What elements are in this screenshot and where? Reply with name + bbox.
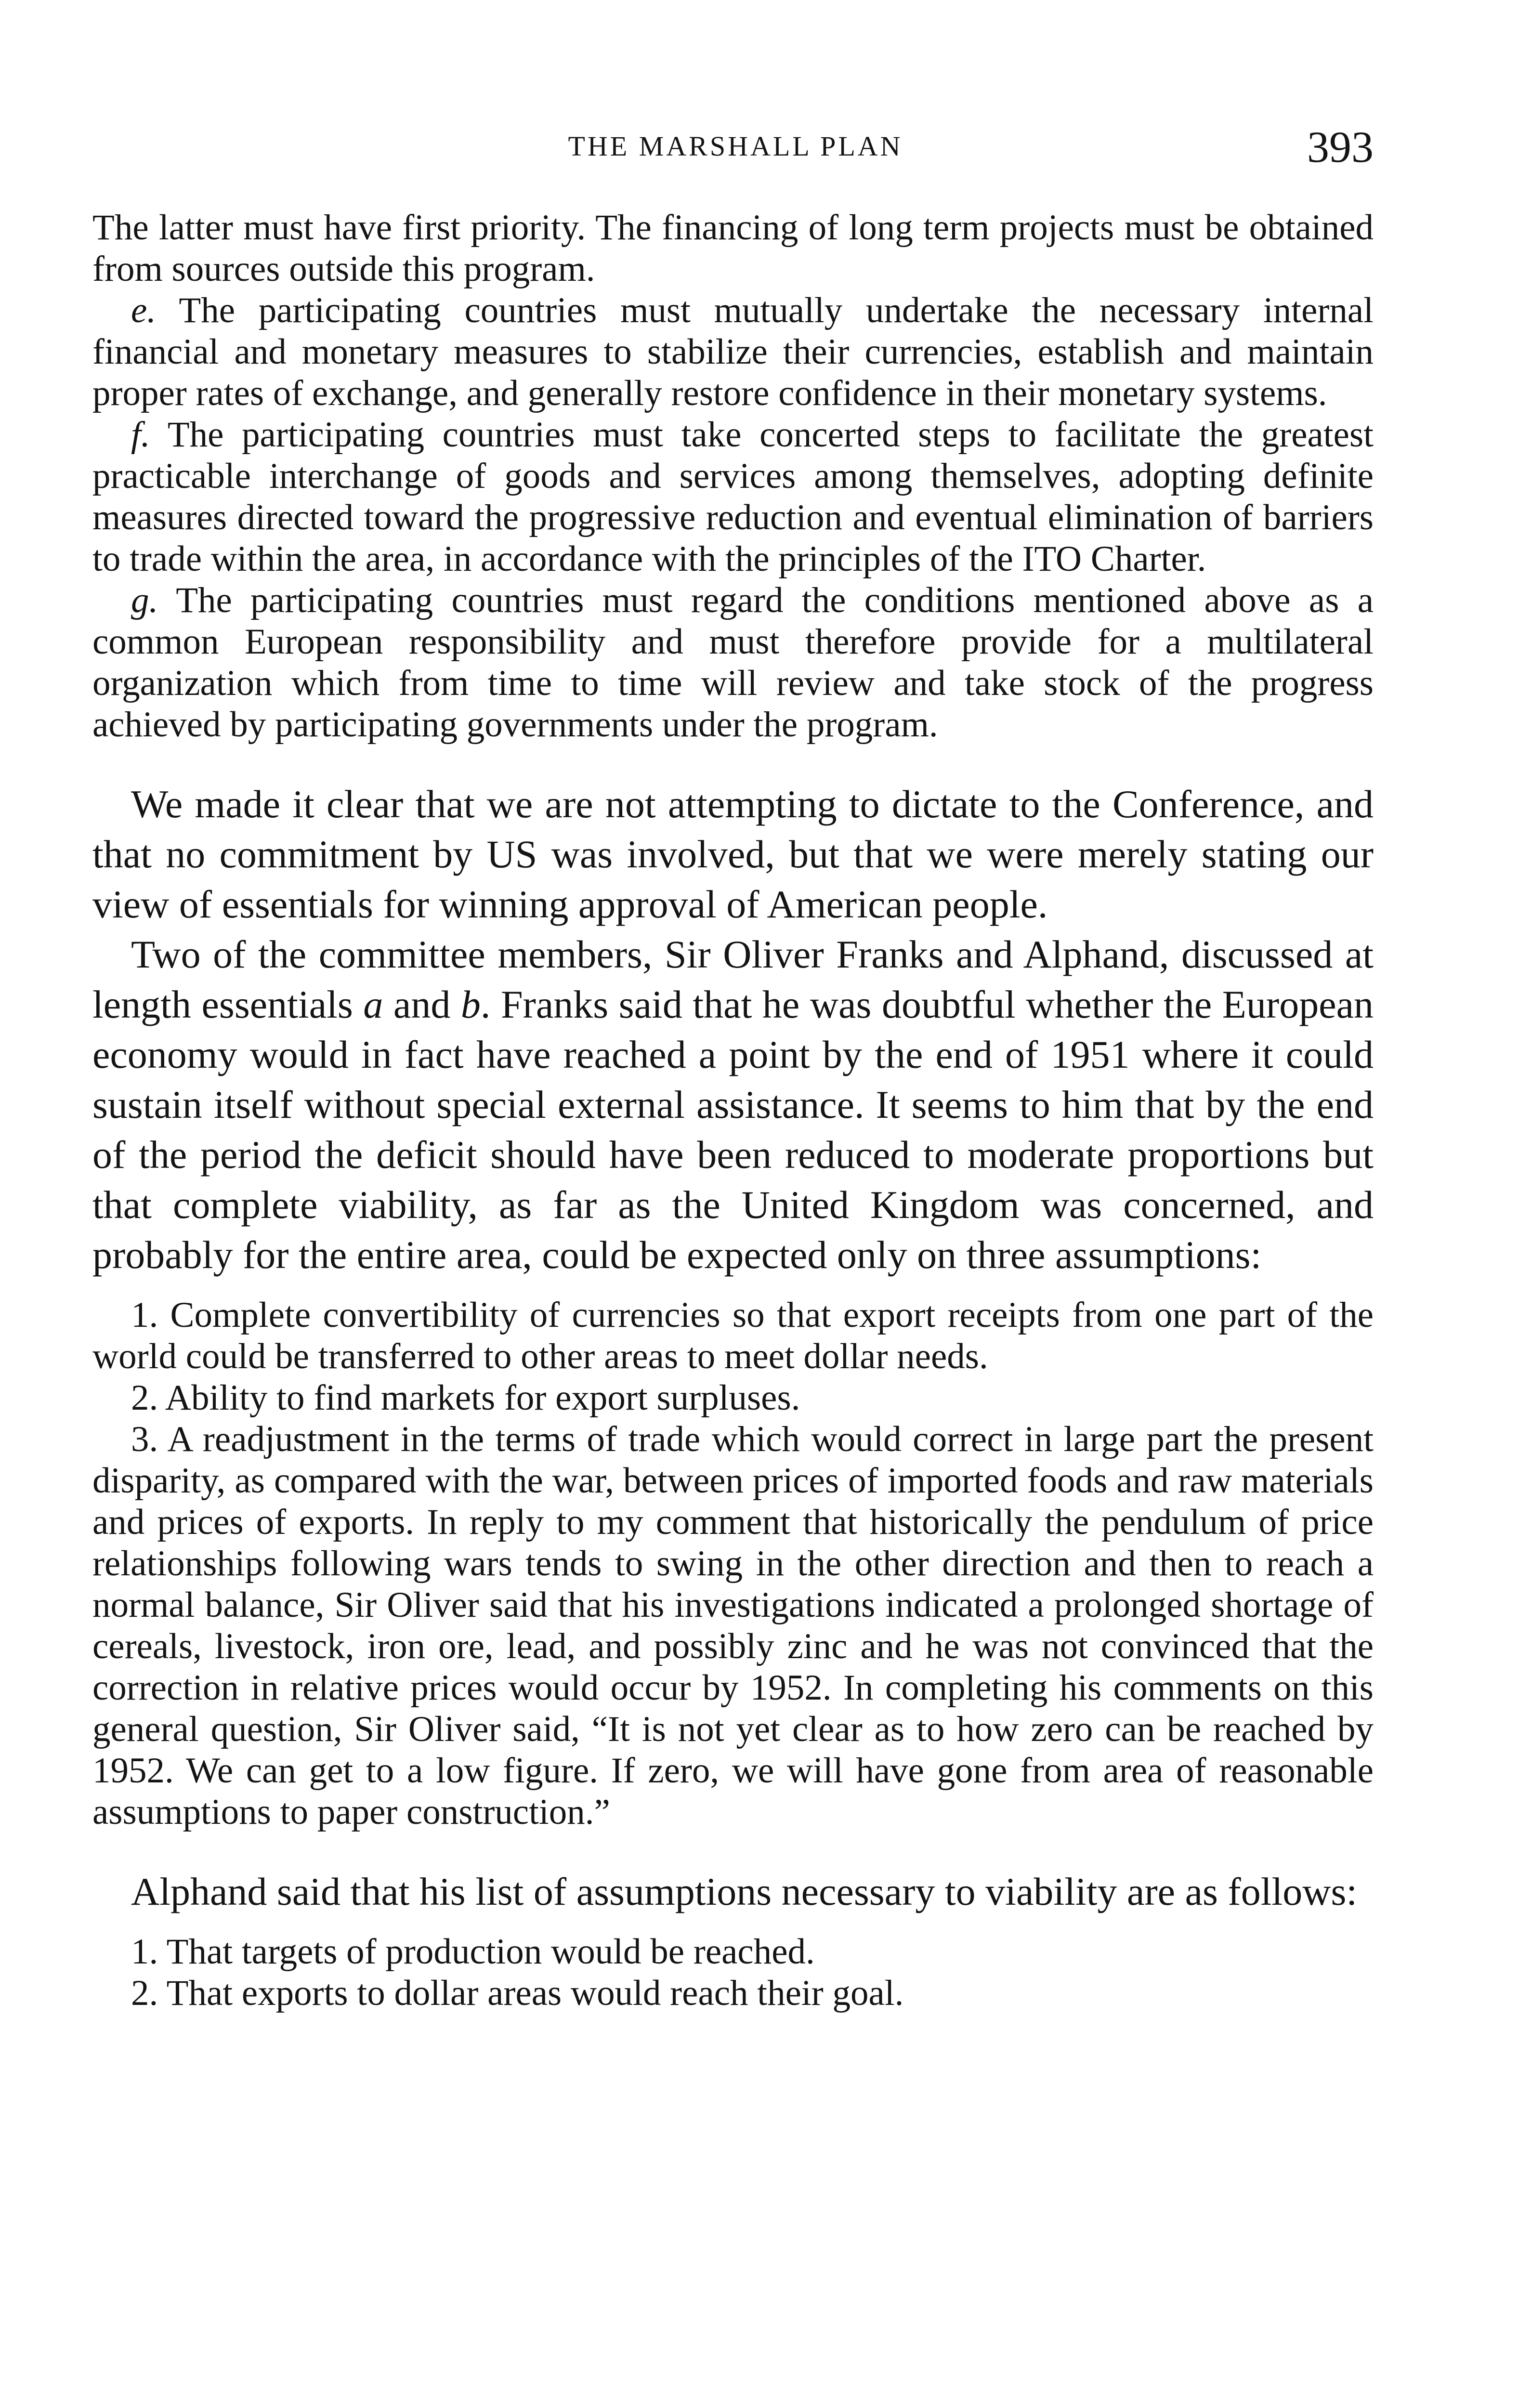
paragraph-commitment: We made it clear that we are not attempting to dictate to the Conference, and that no commitment by US was involved, but that we were merely stating our view of essentials for winning approval of American people. (92, 782, 1374, 926)
paragraph-franks-part1: Two of the committee members, Sir Oliver Franks and Alphand, discussed at length essentials (92, 932, 1374, 1026)
page-number: 393 (1307, 122, 1374, 171)
paragraph-franks-part2: . Franks said that he was doubtful whether the European economy would in fact have reached a point by the end of 1951 where it could sustain itself without special external assistance. It seems to him that by the end of the period the deficit should have been reduced to moderate proportions but that complete viability, as far as the United Kingdom was concerned, and probably for the entire area, could be expected only on three assumptions: (92, 982, 1374, 1277)
essential-b-letter: b (460, 982, 481, 1026)
alphand-item-1: 1. That targets of production would be reached. (131, 1932, 815, 1972)
page-header (92, 121, 1378, 174)
page-body (92, 207, 1374, 2014)
assumption-item-1: 1. Complete convertibility of currencies so that export receipts from one part of the world could be transferred to other areas to meet dollar needs. (92, 1295, 1374, 1376)
alphand-list (92, 1931, 1374, 2014)
spacer (92, 1917, 1374, 1931)
assumption-item-3: 3. A readjustment in the terms of trade which would correct in large part the present disparity, as compared with the war, between prices of imported foods and raw materials and prices of exports. In reply to my comment that historically the pendulum of price relationships following wars tends to swing in the other direction and then to reach a normal balance, Sir Oliver said that his investigations indicated a prolonged shortage of cereals, livestock, iron ore, lead, and possibly zinc and he was not convinced that the correction in relative prices would occur by 1952. In completing his comments on this general question, Sir Oliver said, “It is not yet clear as to how zero can be reached by 1952. We can get to a low figure. If zero, we will have gone from area of reasonable assumptions to paper construction.” (92, 1419, 1374, 1832)
assumption-item-2: 2. Ability to find markets for export surpluses. (131, 1378, 800, 1418)
paragraph-alphand: Alphand said that his list of assumptions necessary to viability are as follows: (131, 1870, 1358, 1913)
condition-g-letter: g. (131, 580, 158, 620)
condition-f-letter: f. (131, 415, 150, 455)
condition-g-text: The participating countries must regard the conditions mentioned above as a common European responsibility and must therefore provide for a multilateral organization which from time to time will review and take stock of the progress achieved by participating governments under the program. (92, 580, 1374, 745)
condition-e-letter: e. (131, 290, 157, 330)
spacer (92, 1833, 1374, 1867)
assumptions-list (92, 1295, 1374, 1833)
alphand-item-2: 2. That exports to dollar areas would reach their goal. (131, 1973, 904, 2013)
condition-e (92, 290, 1374, 414)
spacer (92, 1280, 1374, 1295)
alphand-block (92, 1867, 1374, 1917)
condition-e-text: The participating countries must mutually undertake the necessary internal financial and monetary measures to stabilize their currencies, establish and maintain proper rates of exchange, and generally restore confidence in their monetary systems. (92, 290, 1374, 413)
quoted-conditions-block (92, 207, 1374, 746)
running-head: THE MARSHALL PLAN (568, 131, 903, 162)
spacer (92, 746, 1374, 779)
essential-a-letter: a (363, 982, 383, 1026)
condition-d-continuation: The latter must have first priority. The financing of long term projects must be obtained from sources outside this program. (92, 208, 1374, 289)
condition-g (92, 580, 1374, 746)
condition-f-text: The participating countries must take concerted steps to facilitate the greatest practicable interchange of goods and services among themselves, adopting definite measures directed toward the progressive reduction and eventual elimination of barriers to trade within the area, in accordance with the principles of the ITO Charter. (92, 415, 1374, 579)
paragraph-franks (92, 929, 1374, 1280)
narrative-block (92, 779, 1374, 1280)
paragraph-franks-and: and (383, 982, 461, 1026)
condition-f (92, 414, 1374, 580)
